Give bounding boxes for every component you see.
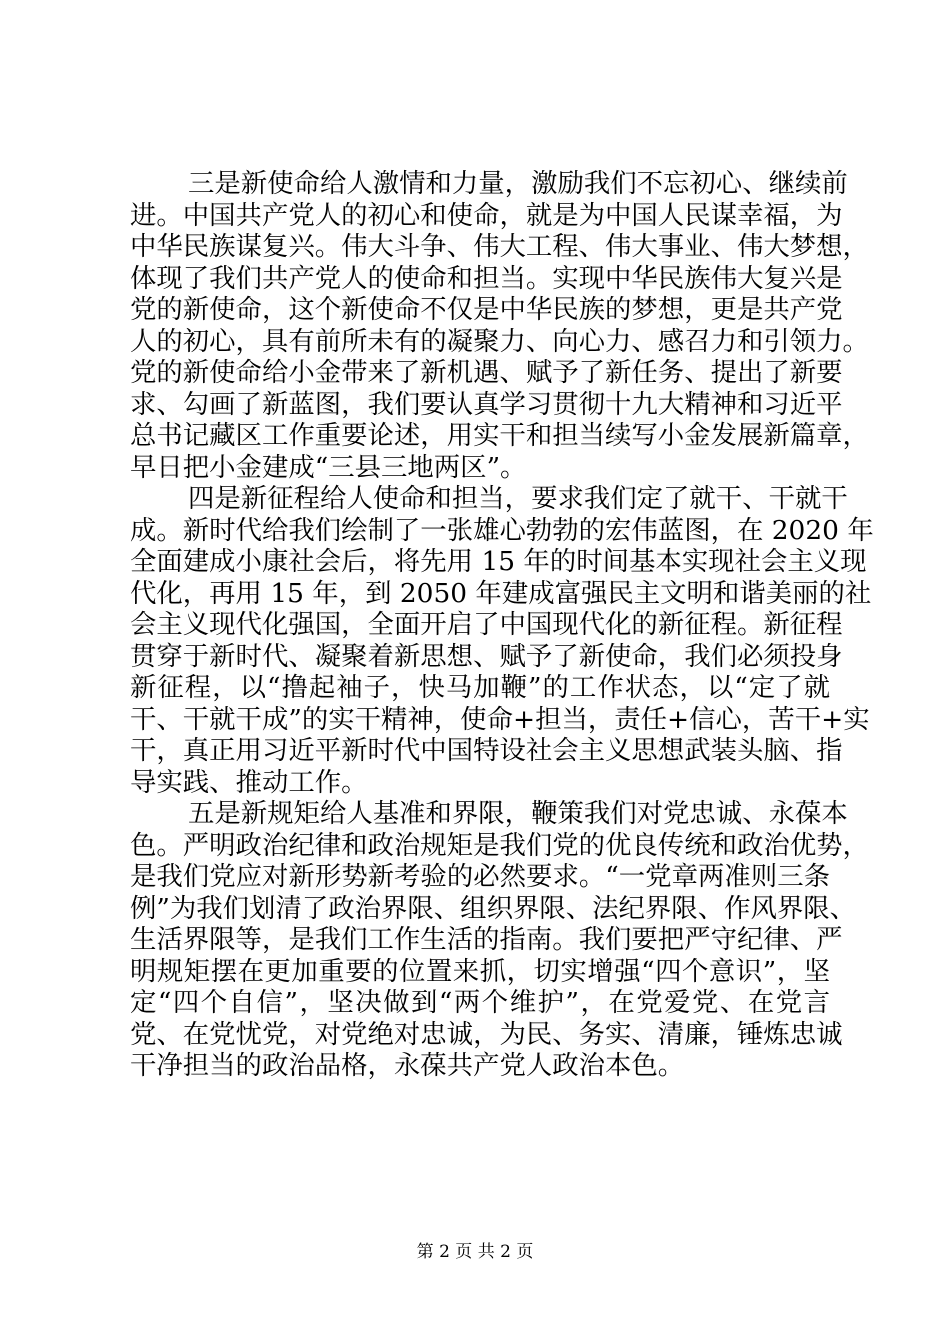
- paragraph-line: 党、在党忧党，对党绝对忠诚，为民、务实、清廉，锤炼忠诚: [130, 1018, 843, 1050]
- paragraph-line: 代化，再用 15 年，到 2050 年建成富强民主文明和谐美丽的社: [130, 577, 872, 609]
- paragraph-line: 三是新使命给人激情和力量，激励我们不忘初心、继续前: [188, 168, 848, 199]
- paragraph-line: 成。新时代给我们绘制了一张雄心勃勃的宏伟蓝图，在 2020 年: [130, 514, 874, 546]
- paragraph-line: 定“四个自信”，坚决做到“两个维护”，在党爱党、在党言: [130, 987, 830, 1018]
- paragraph-line: 新征程，以“撸起袖子，快马加鞭”的工作状态，以“定了就: [130, 672, 830, 703]
- paragraph-line: 总书记藏区工作重要论述，用实干和担当续写小金发展新篇章，: [130, 420, 869, 451]
- paragraph-line: 体现了我们共产党人的使命和担当。实现中华民族伟大复兴是: [130, 262, 843, 294]
- document-body: [130, 168, 874, 1082]
- paragraph-1: [130, 168, 869, 483]
- paragraph-line: 贯穿于新时代、凝聚着新思想、赋予了新使命，我们必须投身: [130, 640, 843, 672]
- paragraph-line: 会主义现代化强国，全面开启了中国现代化的新征程。新征程: [130, 609, 843, 640]
- paragraph-line: 党的新使命给小金带来了新机遇、赋予了新任务、提出了新要: [130, 357, 843, 388]
- page-number-footer: 第 2 页 共 2 页: [416, 1242, 534, 1262]
- paragraph-line: 人的初心，具有前所未有的凝聚力、向心力、感召力和引领力。: [130, 325, 869, 357]
- paragraph-line: 干、干就干成”的实干精神，使命+担当，责任+信心，苦干+实: [130, 703, 870, 735]
- paragraph-line: 导实践、推动工作。: [130, 766, 368, 798]
- paragraph-line: 党的新使命，这个新使命不仅是中华民族的梦想，更是共产党: [130, 294, 843, 325]
- paragraph-line: 明规矩摆在更加重要的位置来抓，切实增强“四个意识”，坚: [130, 955, 830, 987]
- paragraph-line: 中华民族谋复兴。伟大斗争、伟大工程、伟大事业、伟大梦想，: [130, 231, 869, 262]
- paragraph-line: 早日把小金建成“三县三地两区”。: [130, 451, 527, 483]
- paragraph-3: [130, 798, 869, 1082]
- paragraph-2: [130, 483, 874, 798]
- paragraph-line: 五是新规矩给人基准和界限，鞭策我们对党忠诚、永葆本: [188, 798, 848, 829]
- paragraph-line: 进。中国共产党人的初心和使命，就是为中国人民谋幸福，为: [130, 199, 843, 231]
- paragraph-line: 是我们党应对新形势新考验的必然要求。“一党章两准则三条: [130, 861, 830, 892]
- paragraph-line: 例”为我们划清了政治界限、组织界限、法纪界限、作风界限、: [130, 892, 857, 924]
- paragraph-line: 生活界限等，是我们工作生活的指南。我们要把严守纪律、严: [130, 924, 843, 955]
- paragraph-line: 干净担当的政治品格，永葆共产党人政治本色。: [130, 1050, 685, 1081]
- paragraph-line: 四是新征程给人使命和担当，要求我们定了就干、干就干: [188, 483, 848, 514]
- paragraph-line: 干，真正用习近平新时代中国特设社会主义思想武装头脑、指: [130, 735, 843, 766]
- paragraph-line: 求、勾画了新蓝图，我们要认真学习贯彻十九大精神和习近平: [130, 388, 843, 420]
- paragraph-line: 全面建成小康社会后，将先用 15 年的时间基本实现社会主义现: [130, 546, 867, 577]
- paragraph-line: 色。严明政治纪律和政治规矩是我们党的优良传统和政治优势，: [130, 829, 869, 861]
